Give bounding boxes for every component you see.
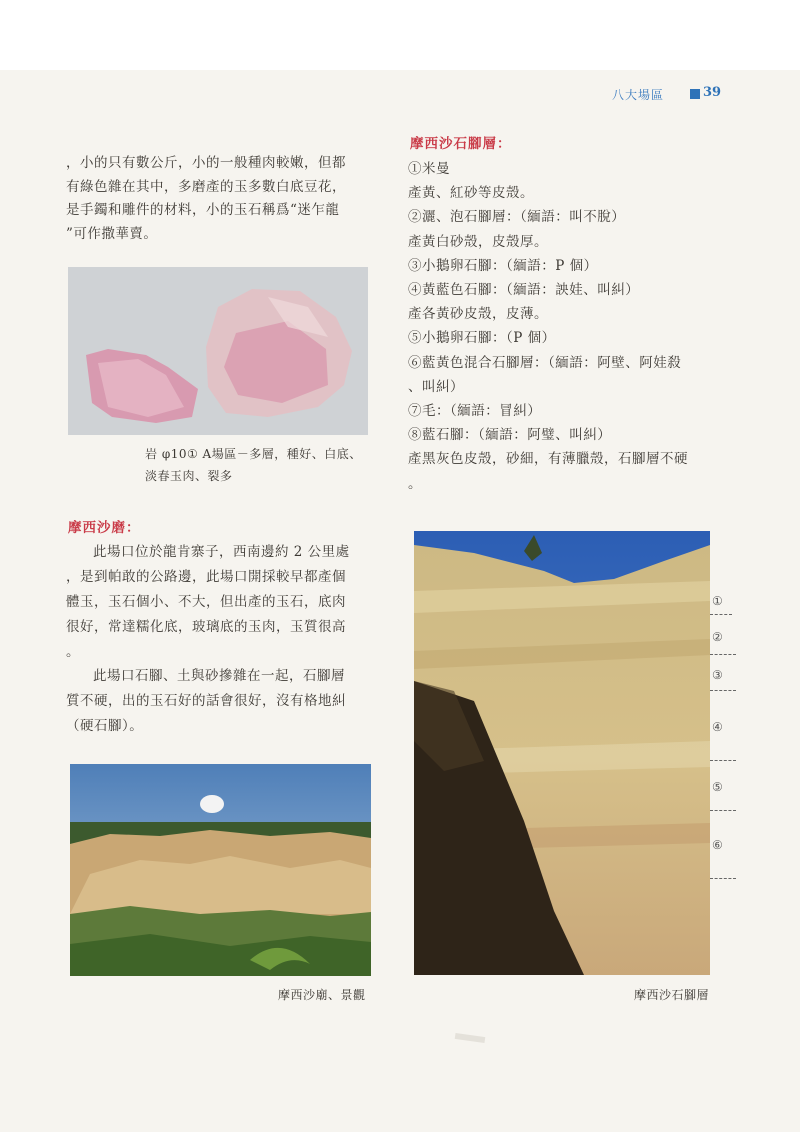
layer-marker-3: ③ — [712, 668, 723, 682]
layer-line: ⑧藍石腳：（緬語：阿璧、叫糾） — [408, 427, 612, 444]
layer-divider — [710, 760, 736, 761]
layer-line: ④黃藍色石腳：（緬語：詇娃、叫糾） — [408, 282, 640, 299]
layer-line: ⑦毛：（緬語：冒糾） — [408, 403, 542, 420]
text-line: 。 — [66, 644, 80, 660]
layer-marker-5: ⑤ — [712, 780, 723, 794]
text-line: 很好，常達糯化底，玻璃底的玉肉，玉質很高 — [66, 619, 346, 635]
section-title: 八大場區 — [612, 88, 665, 102]
landscape-photo — [70, 764, 371, 976]
layer-line: 產各黃砂皮殼，皮薄。 — [408, 306, 548, 323]
layer-marker-1: ① — [712, 594, 723, 608]
layer-line: ⑤小鵝卵石腳：（P 個） — [408, 330, 556, 347]
text-line: 此場口位於龍肯寨子，西南邊約 2 公里處 — [93, 544, 350, 560]
text-line: ，是到帕敢的公路邊，此場口開採較早都產個 — [66, 569, 346, 585]
page-number-marker — [690, 89, 700, 99]
section-heading-moxisha: 摩西沙磨： — [68, 520, 141, 536]
page-header — [0, 86, 800, 106]
text-line: （硬石腳）。 — [66, 718, 144, 734]
layer-marker-6: ⑥ — [712, 838, 723, 852]
figure-caption-rock-layers: 摩西沙石腳層 — [634, 988, 710, 1002]
layer-marker-4: ④ — [712, 720, 723, 734]
caption-line: 淡春玉肉、裂多 — [145, 469, 233, 483]
text-line: 是手鐲和雕件的材料，小的玉石稱爲“迷乍龍 — [66, 202, 340, 218]
page-number: 39 — [703, 85, 722, 100]
layer-line: ③小鵝卵石腳：（緬語：P 個） — [408, 257, 598, 274]
text-line: ”可作撒華賣。 — [66, 225, 158, 242]
intro-paragraph — [66, 152, 346, 246]
moxisha-paragraph-2 — [66, 664, 346, 739]
layer-line: ②灑、泡石腳層：（緬語：叫不脫） — [408, 209, 626, 226]
layer-line: 。 — [408, 475, 422, 492]
layer-line: ①米曼 — [408, 161, 450, 177]
figure-caption-stones — [145, 443, 362, 487]
layer-line: 、叫糾） — [408, 378, 464, 395]
caption-line: 岩 φ10① A場區－多層，種好、白底、 — [145, 447, 362, 461]
text-line: 體玉，玉石個小、不大，但出產的玉石，底肉 — [66, 594, 346, 610]
moxisha-paragraph-1 — [66, 540, 350, 665]
layer-marker-2: ② — [712, 630, 723, 644]
text-line: 有綠色雜在其中，多磨產的玉多數白底豆花， — [66, 178, 346, 195]
layer-line: 產黑灰色皮殼，砂細，有薄臘殼，石腳層不硬 — [408, 451, 688, 468]
text-line: 質不硬，出的玉石好的話會很好，沒有格地糾 — [66, 693, 346, 709]
layer-line: 產黃白砂殼，皮殼厚。 — [408, 233, 548, 250]
text-line: ，小的只有數公斤，小的一般種肉較嫩，但都 — [66, 155, 346, 171]
rock-layer-photo — [414, 531, 710, 975]
layer-line: 產黃、紅砂等皮殼。 — [408, 185, 534, 202]
layer-divider — [710, 810, 736, 811]
layer-list — [408, 157, 688, 496]
text-line: 此場口石腳、土與砂摻雜在一起，石腳層 — [93, 668, 345, 684]
layer-line: ⑥藍黃色混合石腳層：（緬語：阿壁、阿娃殺 — [408, 354, 682, 371]
figure-caption-landscape: 摩西沙廟、景觀 — [278, 988, 366, 1002]
scan-smudge — [455, 1033, 486, 1043]
page-top-margin — [0, 0, 800, 70]
layers-heading: 摩西沙石腳層： — [410, 136, 512, 152]
layer-divider — [710, 690, 736, 691]
layer-divider — [710, 654, 736, 655]
jade-stones-photo — [68, 267, 368, 435]
layer-divider — [710, 614, 732, 615]
layer-divider — [710, 878, 736, 879]
